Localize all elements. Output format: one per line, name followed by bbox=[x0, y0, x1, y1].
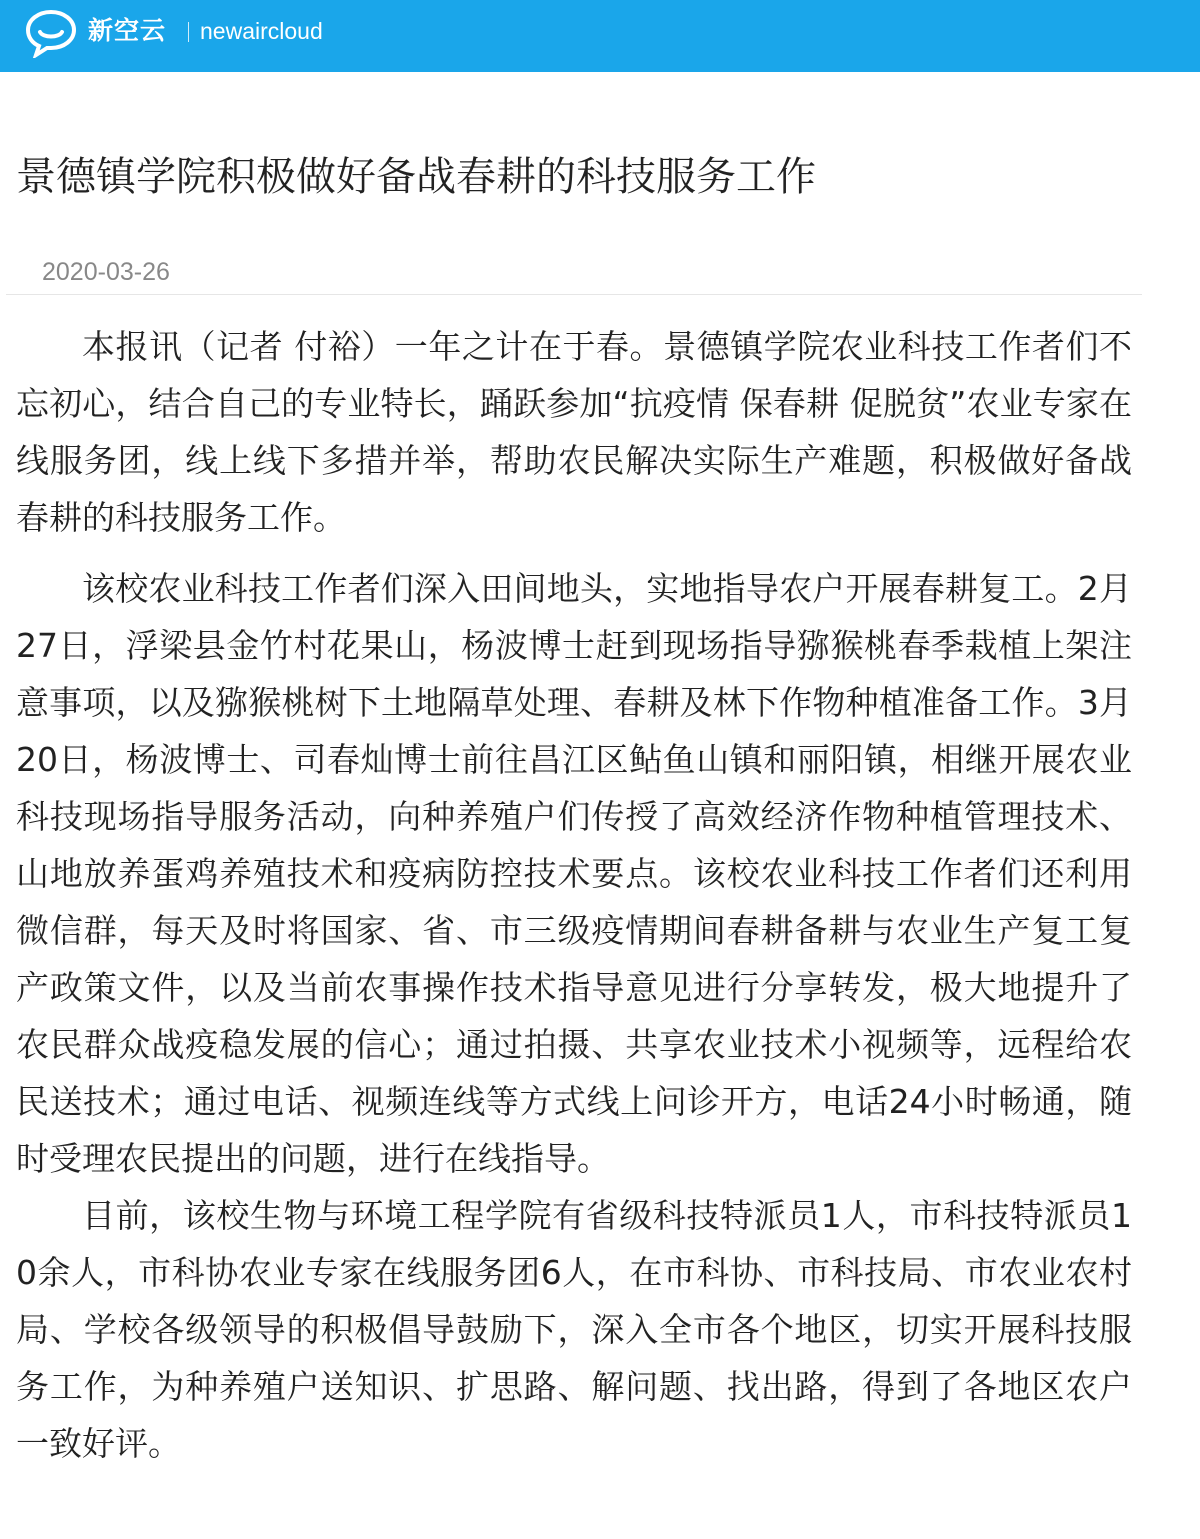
publish-date: 2020-03-26 bbox=[42, 258, 170, 286]
brand-separator bbox=[188, 22, 189, 42]
article-paragraph: 本报讯（记者 付裕）一年之计在于春。景德镇学院农业科技工作者们不忘初心，结合自己的专业特长，踊跃参加“抗疫情 保春耕 促脱贫”农业专家在线服务团，线上线下多措并举，帮助农民解决实际生产难题，积极做好备战春耕的科技服务工作。 bbox=[16, 327, 1132, 537]
title-divider bbox=[6, 294, 1142, 295]
brand-name-en[interactable]: newaircloud bbox=[200, 18, 323, 44]
article-title: 景德镇学院积极做好备战春耕的科技服务工作 bbox=[16, 154, 816, 200]
cloud-chat-icon[interactable] bbox=[22, 8, 80, 58]
top-header-bar bbox=[0, 0, 1200, 72]
brand-name-cn[interactable]: 新空云 bbox=[88, 16, 167, 45]
article-paragraph: 目前，该校生物与环境工程学院有省级科技特派员1人，市科技特派员10余人，市科协农业专家在线服务团6人，在市科协、市科技局、市农业农村局、学校各级领导的积极倡导鼓励下，深入全市各个地区，切实开展科技服务工作，为种养殖户送知识、扩思路、解问题、找出路，得到了各地区农户一致好评。 bbox=[16, 1196, 1132, 1463]
article-paragraph: 该校农业科技工作者们深入田间地头，实地指导农户开展春耕复工。2月27日，浮梁县金竹村花果山，杨波博士赶到现场指导猕猴桃春季栽植上架注意事项，以及猕猴桃树下土地隔草处理、春耕及林下作物种植准备工作。3月20日，杨波博士、司春灿博士前往昌江区鲇鱼山镇和丽阳镇，相继开展农业科技现场指导服务活动，向种养殖户们传授了高效经济作物种植管理技术、山地放养蛋鸡养殖技术和疫病防控技术要点。该校农业科技工作者们还利用微信群，每天及时将国家、省、市三级疫情期间春耕备耕与农业生产复工复产政策文件，以及当前农事操作技术指导意见进行分享转发，极大地提升了农民群众战疫稳发展的信心；通过拍摄、共享农业技术小视频等，远程给农民送技术；通过电话、视频连线等方式线上问诊开方，电话24小时畅通，随时受理农民提出的问题，进行在线指导。 bbox=[16, 569, 1132, 1178]
article-body bbox=[16, 318, 1132, 1472]
